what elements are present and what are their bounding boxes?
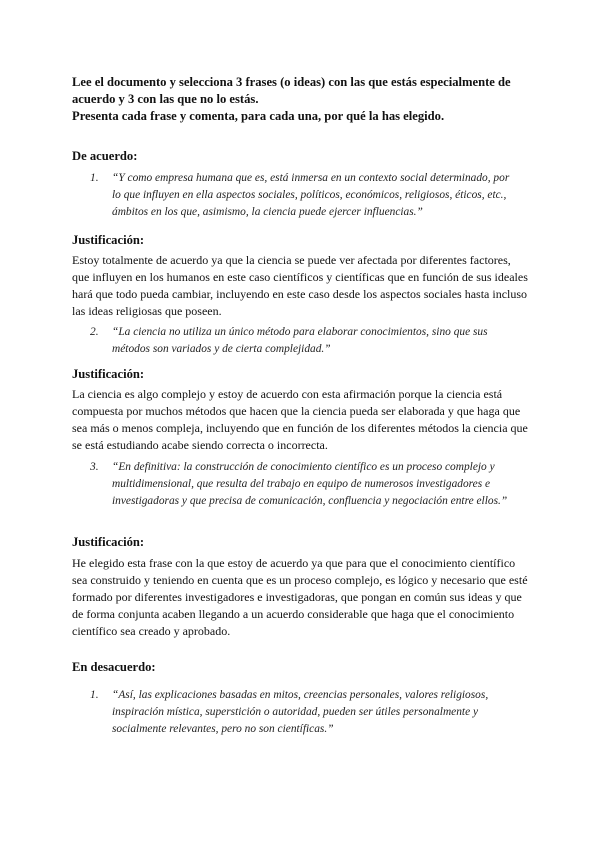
quote-number: 3.: [90, 461, 99, 473]
agree-quote-3: [90, 459, 520, 510]
agree-quote-1: [90, 170, 520, 221]
agree-heading: De acuerdo:: [72, 149, 138, 163]
quote-text: “Así, las explicaciones basadas en mitos, creencias personales, valores religiosos, inspiración mística, superstición o autoridad, pueden ser útiles personalmente y socialmente relevantes, pero no son científicas.”: [112, 689, 489, 735]
quote-text: “En definitiva: la construcción de conocimiento científico es un proceso complejo y multidimensional, que resulta del trabajo en equipo de numerosos investigadores e investigadoras y que precisa de comunicación, confluencia y negociación entre ellos.”: [112, 461, 508, 507]
justification-heading-1: Justificación:: [72, 233, 145, 247]
quote-number: 1.: [90, 172, 99, 184]
justification-text-2: La ciencia es algo complejo y estoy de acuerdo con esta afirmación porque la ciencia está compuesta por muchos métodos que hacen que la ciencia pueda ser elaborada y que haga que sea más o menos compleja, incluyendo que en función de los diferentes métodos la ciencia que se está estudiando acabe siendo correcta o incorrecta.: [72, 387, 528, 452]
justification-heading-3: Justificación:: [72, 535, 145, 549]
instructions-line-2: Presenta cada frase y comenta, para cada una, por qué la has elegido.: [72, 109, 445, 123]
instructions-line-1: Lee el documento y selecciona 3 frases (o ideas) con las que estás especialmente de acuerdo y 3 con las que no lo estás.: [72, 75, 511, 106]
instructions: [72, 74, 530, 125]
quote-text: “La ciencia no utiliza un único método para elaborar conocimientos, sino que sus métodos son variados y de cierta complejidad.”: [112, 326, 488, 355]
justification-text-1: Estoy totalmente de acuerdo ya que la ciencia se puede ver afectada por diferentes factores, que influyen en los humanos en este caso científicos y científicas que en función de sus ideales hará que todo pueda cambiar, incluyendo en este caso desde los aspectos sociales hasta incluso las ideas religiosas que poseen.: [72, 253, 528, 318]
justification-heading-2: Justificación:: [72, 367, 145, 381]
agree-quote-2: [90, 324, 520, 358]
quote-text: “Y como empresa humana que es, está inmersa en un contexto social determinado, por lo que influyen en ella aspectos sociales, políticos, económicos, religiosos, éticos, etc., ámbitos en los que, asimismo, la ciencia puede ejercer influencias.”: [112, 172, 510, 218]
disagree-quote-1: [90, 687, 520, 738]
justification-text-3: He elegido esta frase con la que estoy de acuerdo ya que para que el conocimiento científico sea construido y teniendo en cuenta que es un proceso complejo, es lógico y necesario que esté formado por diferentes investigadores e investigadoras, que pongan en común sus ideas y que de forma conjunta acaben llegando a un acuerdo considerable que haga que el conocimiento científico sea creado y aprobado.: [72, 556, 528, 638]
quote-number: 1.: [90, 689, 99, 701]
disagree-heading: En desacuerdo:: [72, 660, 156, 674]
quote-number: 2.: [90, 326, 99, 338]
